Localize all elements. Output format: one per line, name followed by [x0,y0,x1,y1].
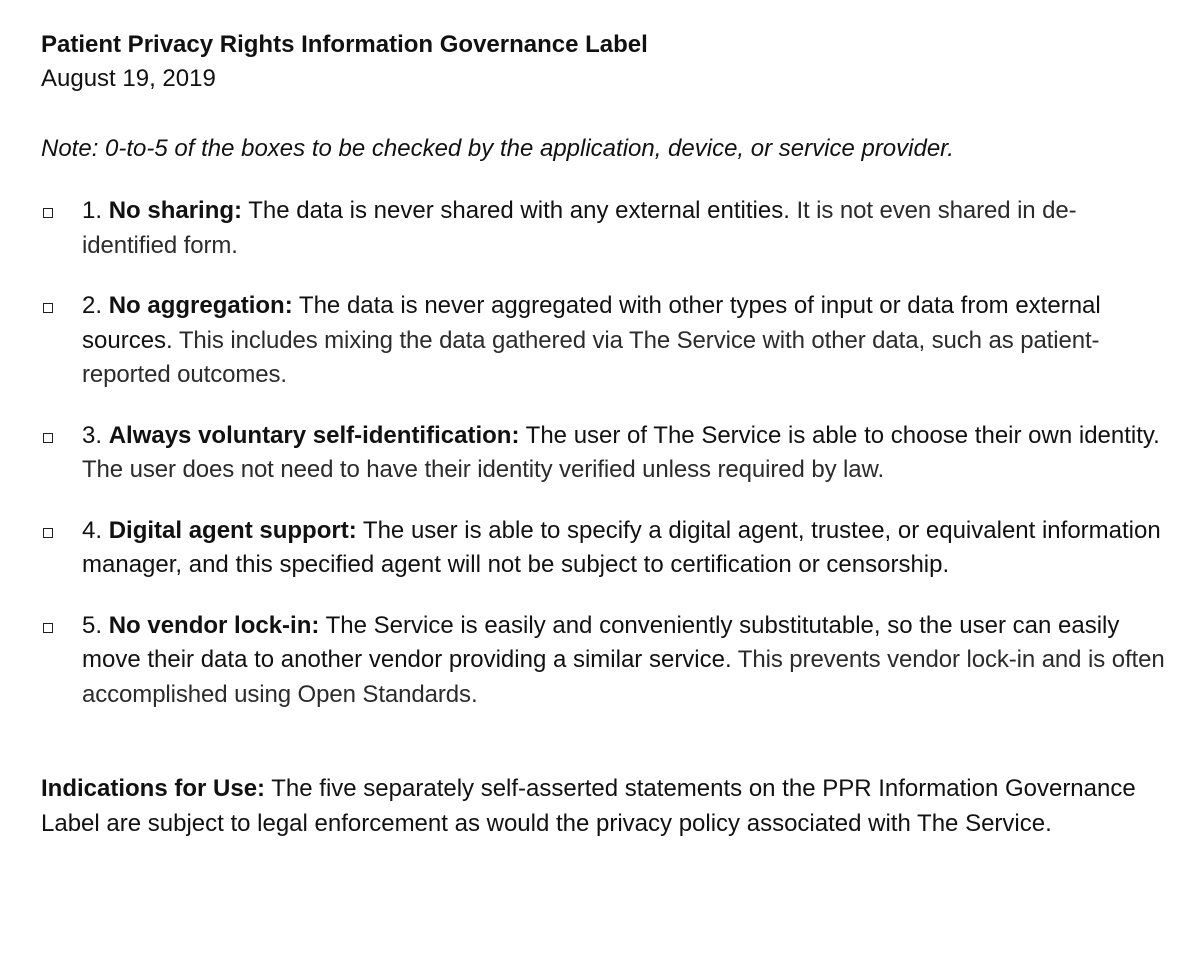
item-statement: The user is able to specify a digital agent, trustee, or equivalent information manager, and this specified agent will not be subject to certification or censorship. [82,516,1161,578]
item-detail: This prevents vendor lock-in and is often accomplished using Open Standards. [82,646,1165,708]
item-heading: No vendor lock-in: [108,611,320,639]
checkbox-icon[interactable] [43,433,53,443]
instruction-note: Note: 0-to-5 of the boxes to be checked by the application, device, or service provider. [41,135,954,162]
item-heading: No aggregation: [108,292,293,319]
item-heading: Digital agent support: [108,516,357,544]
item-statement: The data is never shared with any external entities. [242,197,790,224]
checklist-item-no-aggregation [41,289,1171,393]
checkbox-icon[interactable] [43,303,53,313]
item-statement: The data is never aggregated with other types of input or data from external sources. [82,292,1101,354]
item-statement: The Service is easily and conveniently substitutable, so the user can easily move their data to another vendor providing a similar service. [82,611,1120,673]
indications-for-use [41,772,1171,841]
checklist-item-no-sharing [41,194,1171,263]
checkbox-icon[interactable] [43,623,53,633]
document-date: August 19, 2019 [41,65,216,92]
item-heading: Always voluntary self-identification: [108,421,520,449]
checkbox-icon[interactable] [43,528,53,538]
document-page [41,28,1171,841]
checkbox-icon[interactable] [43,208,53,218]
item-number: 2. [82,292,103,319]
checklist-item-digital-agent-support [41,514,1171,583]
item-number: 1. [82,197,103,224]
item-number: 5. [82,611,103,639]
item-detail: The user does not need to have their identity verified unless required by law. [82,456,885,483]
checklist-item-voluntary-self-identification [41,419,1171,488]
item-heading: No sharing: [108,197,243,224]
item-detail: This includes mixing the data gathered via The Service with other data, such as patient-reported outcomes. [82,326,1100,388]
indications-body: The five separately self-asserted statements on the PPR Information Governance Label are subject to legal enforcement as would the privacy policy associated with The Service. [41,775,1136,837]
indications-heading: Indications for Use: [41,775,266,802]
item-detail: It is not even shared in de-identified form. [82,197,1077,259]
document-title: Patient Privacy Rights Information Governance Label [41,31,648,58]
item-number: 4. [82,516,103,544]
item-number: 3. [82,421,103,449]
checklist-item-no-vendor-lock-in [41,609,1171,713]
governance-checklist [41,194,1171,712]
item-statement: The user of The Service is able to choose their own identity. [519,421,1160,449]
